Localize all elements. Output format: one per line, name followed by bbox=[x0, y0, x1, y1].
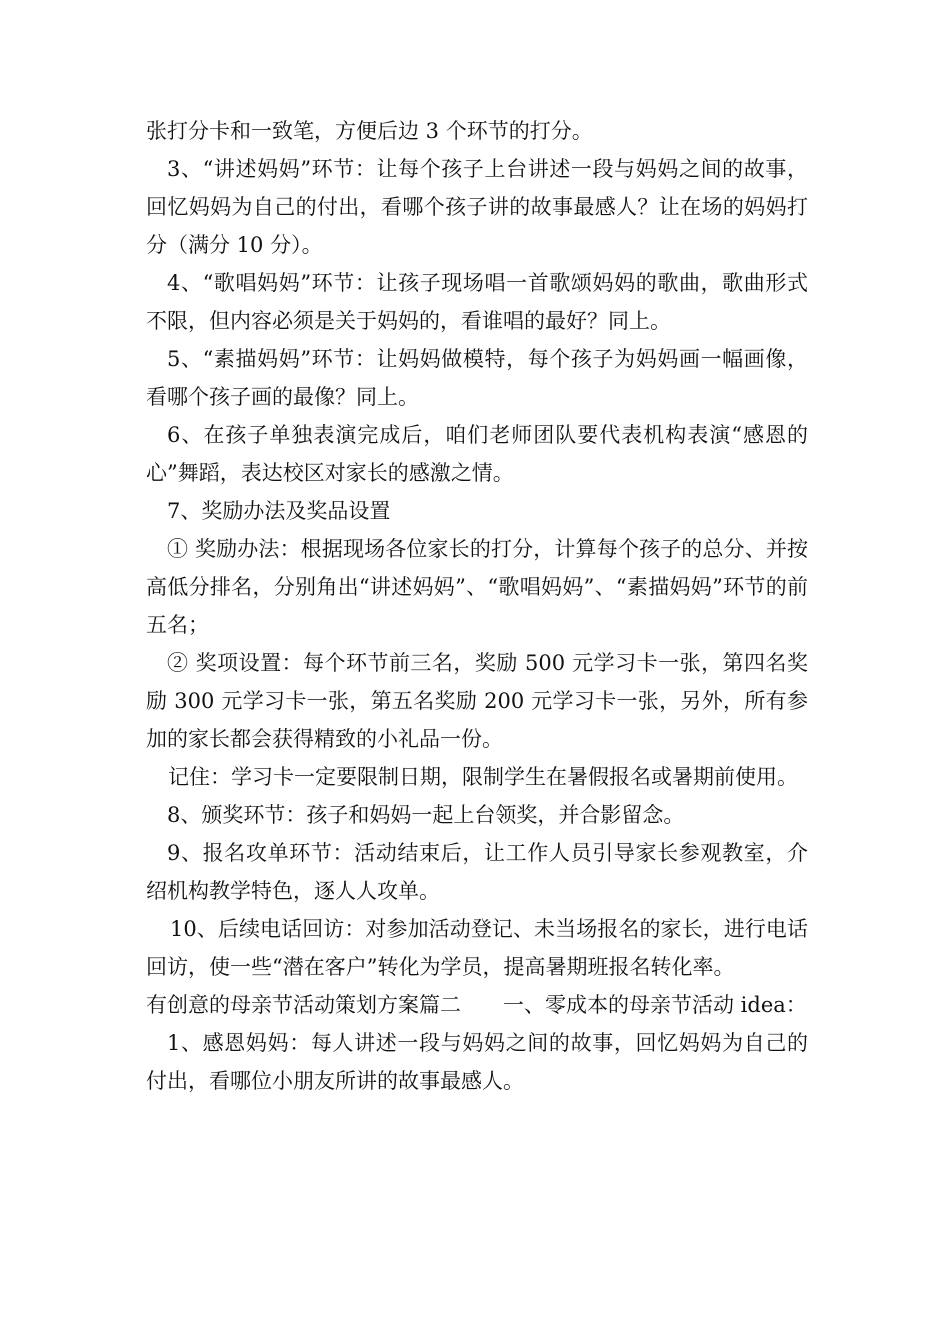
paragraph-continuation: 张打分卡和一致笔，方便后边 3 个环节的打分。 bbox=[146, 119, 593, 143]
paragraph-item-6: 6、在孩子单独表演完成后，咱们老师团队要代表机构表演“感恩的心”舞蹈，表达校区对家长的感激之情。 bbox=[146, 423, 808, 485]
paragraph-note: 记住：学习卡一定要限制日期，限制学生在暑假报名或暑期前使用。 bbox=[168, 765, 798, 789]
paragraph-item-3: 3、“讲述妈妈”环节：让每个孩子上台讲述一段与妈妈之间的故事，回忆妈妈为自己的付出，看哪个孩子讲的故事最感人？让在场的妈妈打分（满分 10 分）。 bbox=[146, 157, 808, 257]
paragraph-item-4: 4、“歌唱妈妈”环节：让孩子现场唱一首歌颂妈妈的歌曲，歌曲形式不限，但内容必须是关于妈妈的，看谁唱的最好？同上。 bbox=[146, 271, 808, 333]
section-heading-part-two: 有创意的母亲节活动策划方案篇二 一、零成本的母亲节活动 idea： bbox=[146, 993, 807, 1017]
document-body bbox=[146, 112, 808, 1100]
paragraph-award-setting: ② 奖项设置：每个环节前三名，奖励 500 元学习卡一张，第四名奖励 300 元学习卡一张，第五名奖励 200 元学习卡一张，另外，所有参加的家长都会获得精致的小礼品一份。 bbox=[146, 651, 808, 751]
paragraph-item-1-thank-mom: 1、感恩妈妈：每人讲述一段与妈妈之间的故事，回忆妈妈为自己的付出，看哪位小朋友所讲的故事最感人。 bbox=[146, 1031, 808, 1093]
paragraph-item-5: 5、“素描妈妈”环节：让妈妈做模特，每个孩子为妈妈画一幅画像，看哪个孩子画的最像？同上。 bbox=[146, 347, 808, 409]
paragraph-item-7: 7、奖励办法及奖品设置 bbox=[167, 499, 391, 523]
paragraph-item-8: 8、颁奖环节：孩子和妈妈一起上台领奖，并合影留念。 bbox=[167, 803, 685, 827]
paragraph-item-9: 9、报名攻单环节：活动结束后，让工作人员引导家长参观教室，介绍机构教学特色，逐人人攻单。 bbox=[146, 841, 808, 903]
paragraph-item-10: 10、后续电话回访：对参加活动登记、未当场报名的家长，进行电话回访，使一些“潜在客户”转化为学员，提高暑期班报名转化率。 bbox=[146, 917, 808, 979]
paragraph-reward-method: ① 奖励办法：根据现场各位家长的打分，计算每个孩子的总分、并按高低分排名，分别角出“讲述妈妈”、“歌唱妈妈”、“素描妈妈”环节的前五名； bbox=[146, 537, 808, 637]
